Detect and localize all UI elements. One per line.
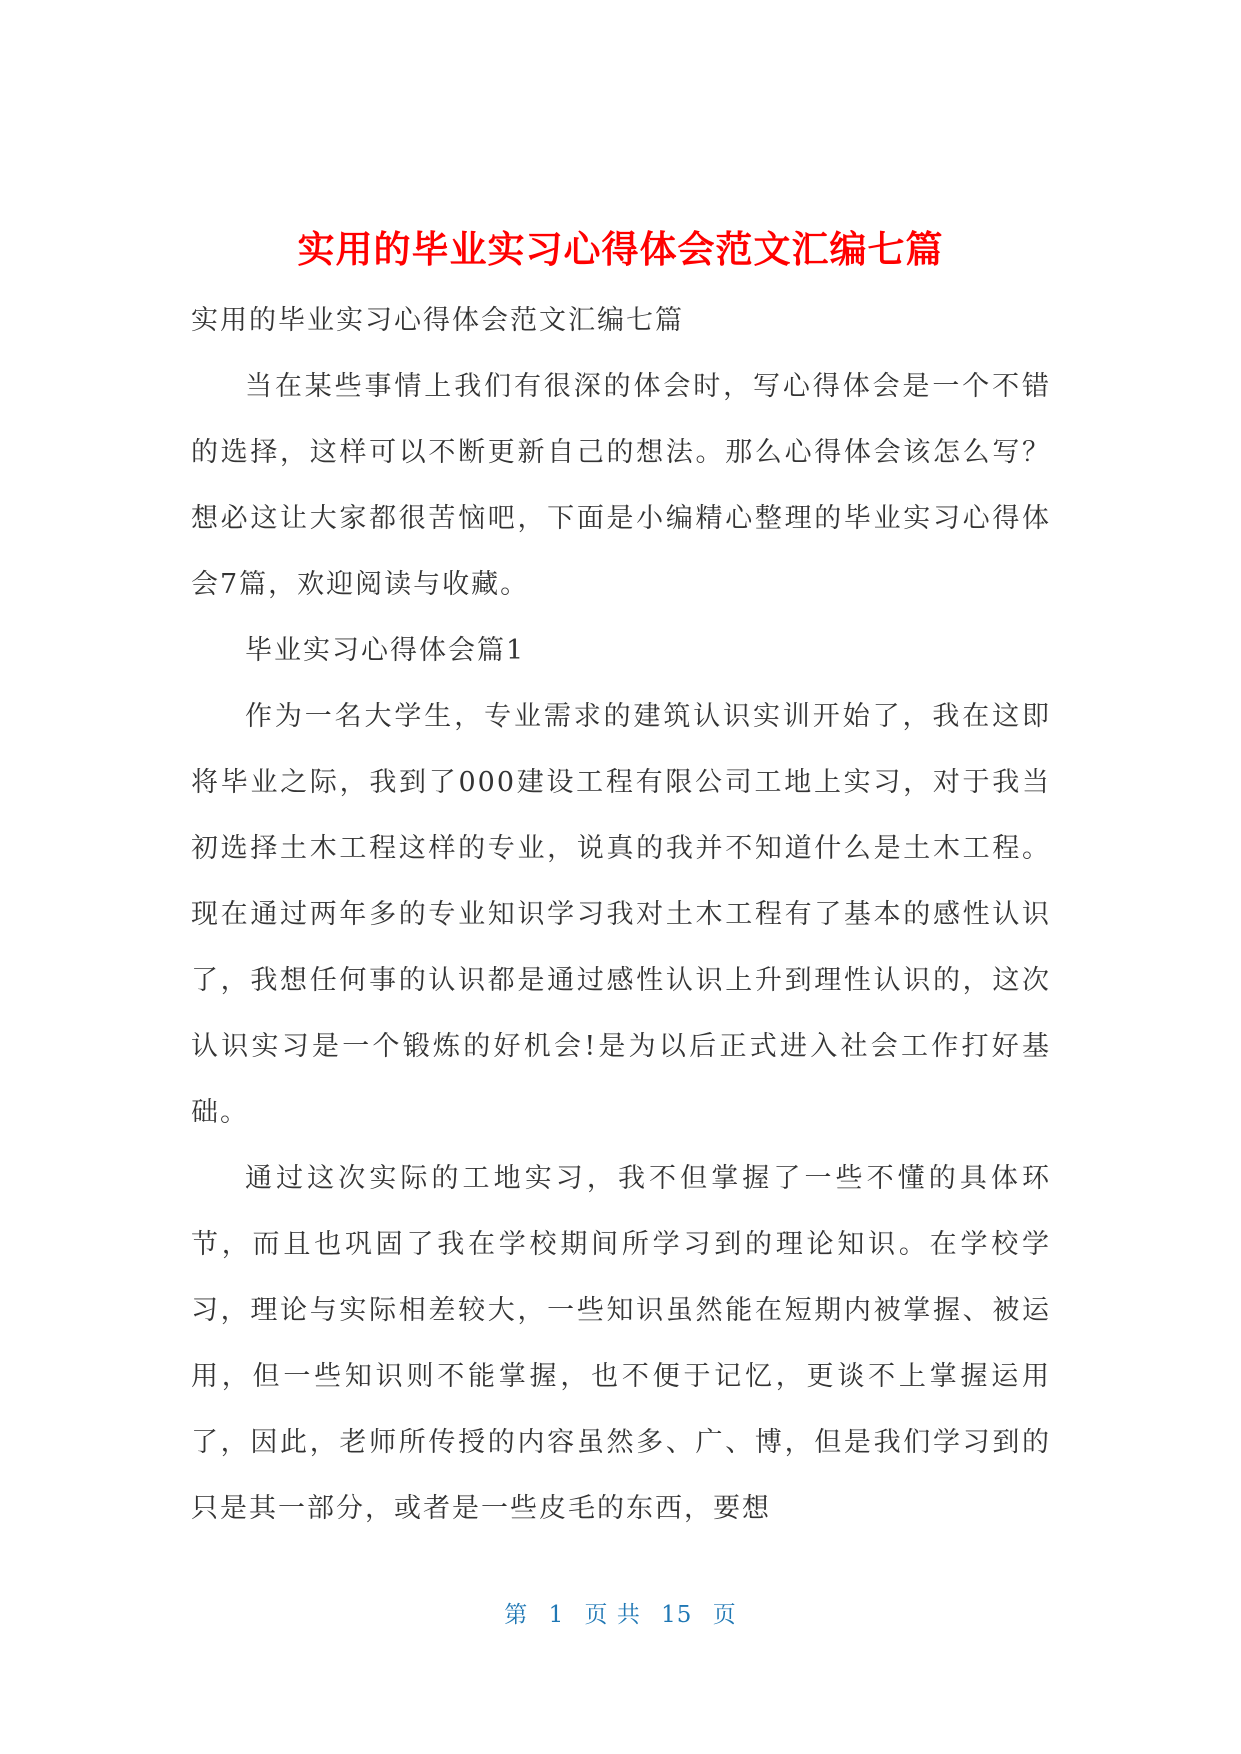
paragraph-subtitle: 实用的毕业实习心得体会范文汇编七篇 [191,305,684,336]
paragraph-body-1: 作为一名大学生，专业需求的建筑认识实训开始了，我在这即将毕业之际，我到了000建设工程有限公司工地上实习，对于我当初选择土木工程这样的专业，说真的我并不知道什么是土木工程。现在通过两年多的专业知识学习我对土木工程有了基本的感性认识了，我想任何事的认识都是通过感性认识上升到理性认识的，这次认识实习是一个锻炼的好机会!是为以后正式进入社会工作打好基础。 [191,701,1051,1128]
section-heading: 毕业实习心得体会篇1 [245,635,526,666]
footer-page-number: 1 [548,1602,565,1628]
page-footer [0,1600,1241,1630]
footer-total-pages: 15 [661,1602,693,1628]
document-body [191,288,1051,1542]
document-title: 实用的毕业实习心得体会范文汇编七篇 [297,227,944,271]
footer-mid: 页 共 [584,1602,641,1628]
paragraph-body-2: 通过这次实际的工地实习，我不但掌握了一些不懂的具体环节，而且也巩固了我在学校期间所学习到的理论知识。在学校学习，理论与实际相差较大，一些知识虽然能在短期内被掌握、被运用，但一些知识则不能掌握，也不便于记忆，更谈不上掌握运用了，因此，老师所传授的内容虽然多、广、博，但是我们学习到的只是其一部分，或者是一些皮毛的东西，要想 [191,1163,1051,1524]
footer-prefix: 第 [504,1602,529,1628]
footer-suffix: 页 [712,1602,737,1628]
paragraph-intro: 当在某些事情上我们有很深的体会时，写心得体会是一个不错的选择，这样可以不断更新自己的想法。那么心得体会该怎么写？想必这让大家都很苦恼吧，下面是小编精心整理的毕业实习心得体会7篇，欢迎阅读与收藏。 [191,371,1051,600]
